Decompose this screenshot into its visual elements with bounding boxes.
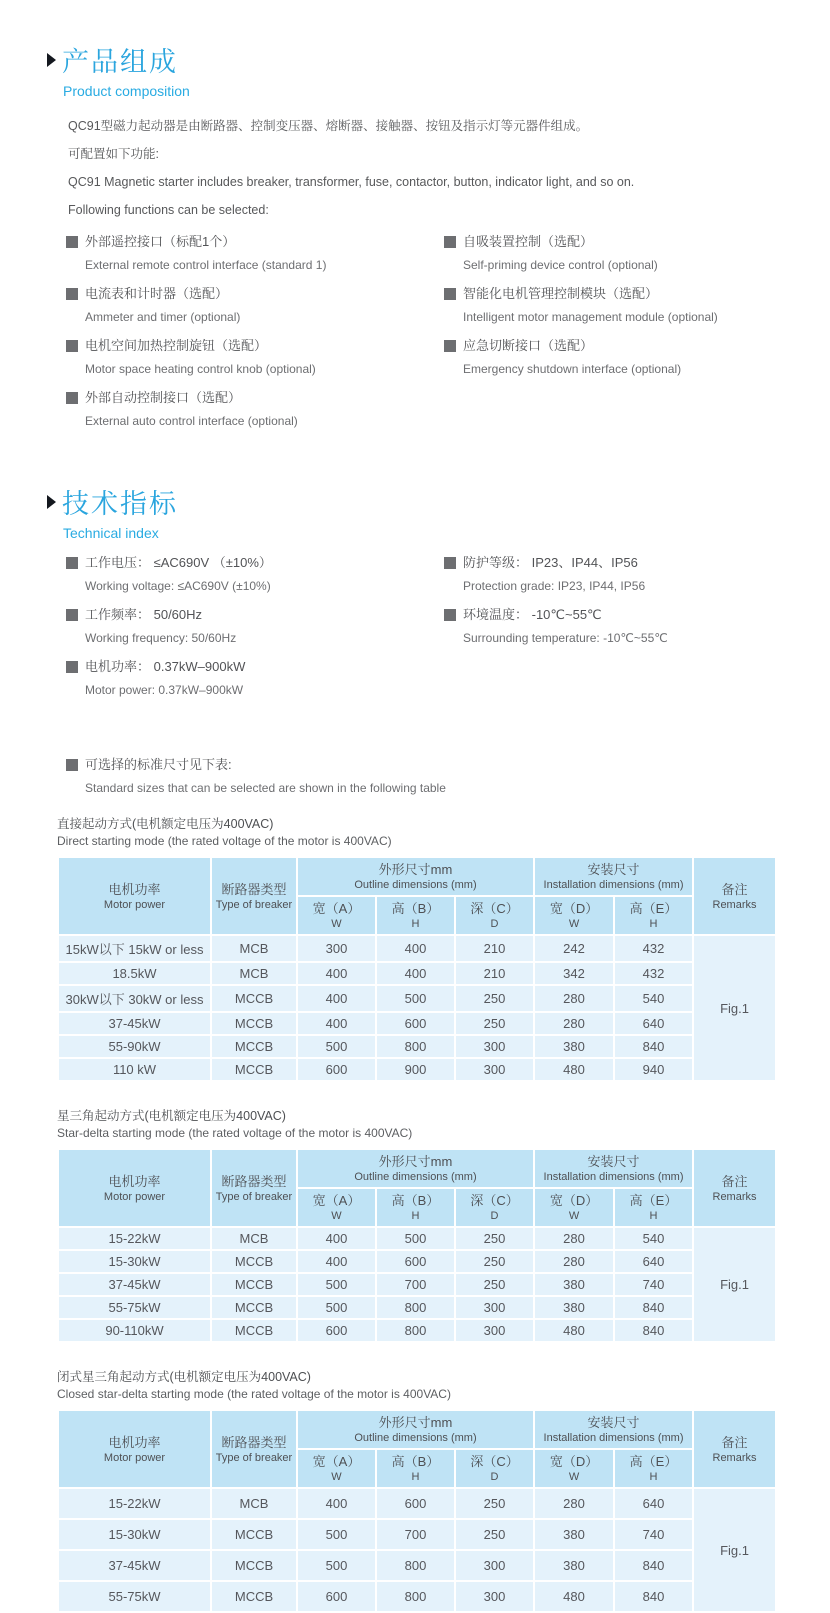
table-cell: MCCB [211,1296,297,1319]
table-cell: 600 [376,1488,455,1519]
table-cell: 250 [455,1488,534,1519]
table-cell: 15-30kW [58,1250,211,1273]
spec-column-left [66,553,444,709]
col-outline-dims: 外形尺寸mm Outline dimensions (mm) [297,1410,534,1449]
table-cell: MCB [211,962,297,985]
table-cell: 15-30kW [58,1519,211,1550]
paragraph: 可配置如下功能: [68,147,159,161]
feature-item [66,336,444,379]
bullet-square-icon [444,340,456,352]
table-cell: 800 [376,1296,455,1319]
spec-en: Surrounding temperature: -10℃~55℃ [463,631,668,645]
table-cell: 800 [376,1550,455,1581]
table-cell: 37-45kW [58,1550,211,1581]
table-row [58,1550,776,1581]
table-cell: 30kW以下 30kW or less [58,985,211,1012]
closed-star-delta-table-block [57,1369,830,1613]
table-row [58,1296,776,1319]
table-cell: 110 kW [58,1058,211,1081]
col-install-dims: 安装尺寸 Installation dimensions (mm) [534,857,693,896]
col-outline-dims: 外形尺寸mm Outline dimensions (mm) [297,1149,534,1188]
feature-en: Motor space heating control knob (optional) [85,362,316,376]
table-cell: 380 [534,1273,614,1296]
feature-item [444,336,784,379]
feature-zh: 电机空间加热控制旋钮（选配） [85,338,268,353]
product-composition-section [0,40,830,440]
table-cell: 210 [455,962,534,985]
col-width-a: 宽（A） W [297,1188,376,1227]
feature-zh: 电流表和计时器（选配） [85,286,229,301]
table-cell: 400 [297,985,376,1012]
table-cell: 600 [376,1012,455,1035]
table-row [58,1488,776,1519]
table-cell: 90-110kW [58,1319,211,1342]
table-row [58,1227,776,1250]
feature-column-left [66,232,444,440]
table-cell: 300 [455,1319,534,1342]
col-depth-c: 深（C） D [455,1449,534,1488]
table-header [58,1410,776,1488]
col-height-b: 高（B） H [376,896,455,935]
spec-column-right [444,553,784,709]
table-cell: 18.5kW [58,962,211,985]
feature-zh: 智能化电机管理控制模块（选配） [463,286,659,301]
paragraph: QC91型磁力起动器是由断路器、控制变压器、熔断器、接触器、按钮及指示灯等元器件组成。 [68,119,589,133]
table-cell: MCCB [211,1581,297,1612]
col-height-e: 高（E） H [614,1188,693,1227]
table-cell: 500 [297,1035,376,1058]
table-row [58,1035,776,1058]
col-breaker-type: 断路器类型 Type of breaker [211,857,297,935]
spec-item [66,657,444,700]
table-cell: 400 [297,962,376,985]
direct-starting-table-block [57,816,830,1082]
table-cell: 740 [614,1273,693,1296]
spec-item [444,553,784,596]
col-remarks: 备注 Remarks [693,1149,776,1227]
table-cell: 500 [297,1519,376,1550]
table-cell: 250 [455,1273,534,1296]
spec-zh: 电机功率： 0.37kW–900kW [85,659,246,674]
bullet-square-icon [444,557,456,569]
table-cell: 15kW以下 15kW or less [58,935,211,962]
spec-zh: 工作电压： ≤AC690V （±10%） [85,555,272,570]
table-cell: 250 [455,1227,534,1250]
table-cell: 250 [455,985,534,1012]
table-cell: 300 [455,1581,534,1612]
spec-en: Working frequency: 50/60Hz [85,631,237,645]
col-breaker-type: 断路器类型 Type of breaker [211,1149,297,1227]
table-row [58,962,776,985]
table-cell: 37-45kW [58,1273,211,1296]
table-cell: 432 [614,962,693,985]
bullet-square-icon [66,288,78,300]
bullet-square-icon [444,236,456,248]
col-width-a: 宽（A） W [297,1449,376,1488]
spec-zh: 环境温度： -10℃~55℃ [463,607,602,622]
table-cell: 300 [455,1058,534,1081]
feature-en: Ammeter and timer (optional) [85,310,241,324]
table-cell: 400 [376,962,455,985]
table-cell: 500 [376,1227,455,1250]
bullet-square-icon [444,288,456,300]
table-cell: 840 [614,1550,693,1581]
table-cell: 400 [297,1488,376,1519]
table-cell: 300 [455,1035,534,1058]
table-cell: 500 [297,1550,376,1581]
col-height-e: 高（E） H [614,896,693,935]
bullet-square-icon [66,609,78,621]
col-remarks: 备注 Remarks [693,857,776,935]
table-cell: 600 [297,1058,376,1081]
table-cell: 840 [614,1296,693,1319]
table-cell: 840 [614,1581,693,1612]
table-body [58,1488,776,1612]
table-cell: 380 [534,1550,614,1581]
col-motor-power: 电机功率 Motor power [58,1149,211,1227]
section-title-en: Product composition [63,83,190,99]
remarks-cell: Fig.1 [693,935,776,1081]
table-title-zh: 星三角起动方式(电机额定电压为400VAC) [57,1109,286,1123]
spec-zh: 防护等级： IP23、IP44、IP56 [463,555,638,570]
table-title-en: Star-delta starting mode (the rated voltage of the motor is 400VAC) [57,1126,413,1140]
table-cell: 300 [455,1550,534,1581]
intro-paragraphs [68,112,830,224]
table-cell: MCCB [211,985,297,1012]
table-cell: MCCB [211,1519,297,1550]
table-title-en: Direct starting mode (the rated voltage of the motor is 400VAC) [57,834,392,848]
table-cell: 600 [376,1250,455,1273]
table-row [58,935,776,962]
feature-column-right [444,232,784,440]
table-cell: MCCB [211,1035,297,1058]
table-cell: 280 [534,1488,614,1519]
feature-en: External remote control interface (standard 1) [85,258,327,272]
section-title-zh: 技术指标 [62,489,178,519]
bullet-square-icon [66,759,78,771]
spec-item [66,553,444,596]
spec-item [444,605,784,648]
table-cell: 400 [297,1227,376,1250]
feature-item [66,388,444,431]
closed-star-delta-table [57,1409,777,1613]
col-height-b: 高（B） H [376,1188,455,1227]
table-cell: 640 [614,1012,693,1035]
table-cell: 480 [534,1058,614,1081]
table-cell: 740 [614,1519,693,1550]
feature-item [66,232,444,275]
table-body [58,935,776,1081]
table-cell: 250 [455,1012,534,1035]
table-cell: 500 [297,1273,376,1296]
table-cell: 800 [376,1581,455,1612]
col-install-dims: 安装尺寸 Installation dimensions (mm) [534,1410,693,1449]
table-cell: 840 [614,1319,693,1342]
remarks-cell: Fig.1 [693,1488,776,1612]
table-cell: MCB [211,935,297,962]
table-cell: 380 [534,1519,614,1550]
table-cell: 37-45kW [58,1012,211,1035]
paragraph: QC91 Magnetic starter includes breaker, transformer, fuse, contactor, button, indicator light, and so on. [68,175,635,189]
technical-index-section [0,482,830,709]
feature-en: Emergency shutdown interface (optional) [463,362,682,376]
table-cell: 600 [297,1319,376,1342]
table-cell: 280 [534,1227,614,1250]
table-cell: 700 [376,1273,455,1296]
col-height-b: 高（B） H [376,1449,455,1488]
note-zh: 可选择的标准尺寸见下表: [85,757,232,772]
table-cell: 250 [455,1519,534,1550]
feature-zh: 外部自动控制接口（选配） [85,390,242,405]
feature-zh: 外部遥控接口（标配1个） [85,234,236,249]
table-cell: 840 [614,1035,693,1058]
table-cell: 55-75kW [58,1581,211,1612]
col-width-d: 宽（D） W [534,1188,614,1227]
bullet-square-icon [66,392,78,404]
col-outline-dims: 外形尺寸mm Outline dimensions (mm) [297,857,534,896]
table-header [58,1149,776,1227]
table-cell: 800 [376,1319,455,1342]
table-cell: 55-75kW [58,1296,211,1319]
table-title-zh: 直接起动方式(电机额定电压为400VAC) [57,817,274,831]
table-cell: 540 [614,1227,693,1250]
bullet-square-icon [66,236,78,248]
bullet-square-icon [66,661,78,673]
table-title-zh: 闭式星三角起动方式(电机额定电压为400VAC) [57,1370,311,1384]
table-header [58,857,776,935]
table-cell: MCCB [211,1273,297,1296]
col-depth-c: 深（C） D [455,1188,534,1227]
table-cell: 432 [614,935,693,962]
table-row [58,1319,776,1342]
table-cell: 300 [297,935,376,962]
feature-item [66,284,444,327]
table-cell: 280 [534,985,614,1012]
table-row [58,1250,776,1273]
feature-item [444,232,784,275]
feature-en: Self-priming device control (optional) [463,258,658,272]
arrow-right-icon [47,495,56,509]
table-cell: MCB [211,1488,297,1519]
section-title-zh: 产品组成 [62,47,178,77]
col-width-d: 宽（D） W [534,896,614,935]
table-cell: 210 [455,935,534,962]
col-motor-power: 电机功率 Motor power [58,857,211,935]
remarks-cell: Fig.1 [693,1227,776,1342]
table-cell: MCCB [211,1058,297,1081]
star-delta-table [57,1148,777,1343]
table-row [58,1012,776,1035]
table-cell: 480 [534,1581,614,1612]
table-cell: 380 [534,1296,614,1319]
table-cell: 15-22kW [58,1227,211,1250]
spec-en: Working voltage: ≤AC690V (±10%) [85,579,271,593]
table-cell: 400 [376,935,455,962]
feature-en: Intelligent motor management module (optional) [463,310,718,324]
table-cell: 400 [297,1250,376,1273]
table-row [58,1273,776,1296]
feature-zh: 应急切断接口（选配） [463,338,594,353]
table-cell: 500 [376,985,455,1012]
table-cell: 342 [534,962,614,985]
table-cell: 400 [297,1012,376,1035]
table-row [58,1058,776,1081]
spec-zh: 工作频率： 50/60Hz [85,607,203,622]
table-cell: 940 [614,1058,693,1081]
col-width-a: 宽（A） W [297,896,376,935]
table-cell: 900 [376,1058,455,1081]
table-cell: 640 [614,1488,693,1519]
table-cell: MCCB [211,1550,297,1581]
feature-item [444,284,784,327]
feature-zh: 自吸装置控制（选配） [463,234,594,249]
spec-item [66,605,444,648]
table-title-en: Closed star-delta starting mode (the rated voltage of the motor is 400VAC) [57,1387,451,1401]
table-cell: 800 [376,1035,455,1058]
section-title-en: Technical index [63,525,159,541]
table-cell: 300 [455,1296,534,1319]
star-delta-table-block [57,1108,830,1343]
spec-en: Motor power: 0.37kW–900kW [85,683,244,697]
table-cell: 540 [614,985,693,1012]
table-cell: 242 [534,935,614,962]
arrow-right-icon [47,53,56,67]
table-cell: MCB [211,1227,297,1250]
table-cell: 55-90kW [58,1035,211,1058]
table-cell: 15-22kW [58,1488,211,1519]
bullet-square-icon [66,557,78,569]
table-row [58,985,776,1012]
table-cell: MCCB [211,1319,297,1342]
table-cell: 380 [534,1035,614,1058]
paragraph: Following functions can be selected: [68,203,269,217]
table-cell: 280 [534,1012,614,1035]
feature-en: External auto control interface (optional) [85,414,298,428]
table-body [58,1227,776,1342]
table-cell: 640 [614,1250,693,1273]
table-cell: 500 [297,1296,376,1319]
col-remarks: 备注 Remarks [693,1410,776,1488]
spec-en: Protection grade: IP23, IP44, IP56 [463,579,646,593]
table-cell: MCCB [211,1012,297,1035]
col-motor-power: 电机功率 Motor power [58,1410,211,1488]
section-header [47,40,830,99]
col-install-dims: 安装尺寸 Installation dimensions (mm) [534,1149,693,1188]
bullet-square-icon [66,340,78,352]
bullet-square-icon [444,609,456,621]
section-header [47,482,830,541]
table-cell: MCCB [211,1250,297,1273]
table-row [58,1581,776,1612]
spec-list [66,553,830,709]
table-row [58,1519,776,1550]
note-en: Standard sizes that can be selected are shown in the following table [85,781,446,795]
direct-starting-table [57,856,777,1082]
table-cell: 280 [534,1250,614,1273]
table-cell: 250 [455,1250,534,1273]
table-cell: 600 [297,1581,376,1612]
table-cell: 700 [376,1519,455,1550]
col-breaker-type: 断路器类型 Type of breaker [211,1410,297,1488]
col-depth-c: 深（C） D [455,896,534,935]
col-width-d: 宽（D） W [534,1449,614,1488]
feature-list [66,232,830,440]
table-cell: 480 [534,1319,614,1342]
standard-size-note [66,755,830,798]
col-height-e: 高（E） H [614,1449,693,1488]
